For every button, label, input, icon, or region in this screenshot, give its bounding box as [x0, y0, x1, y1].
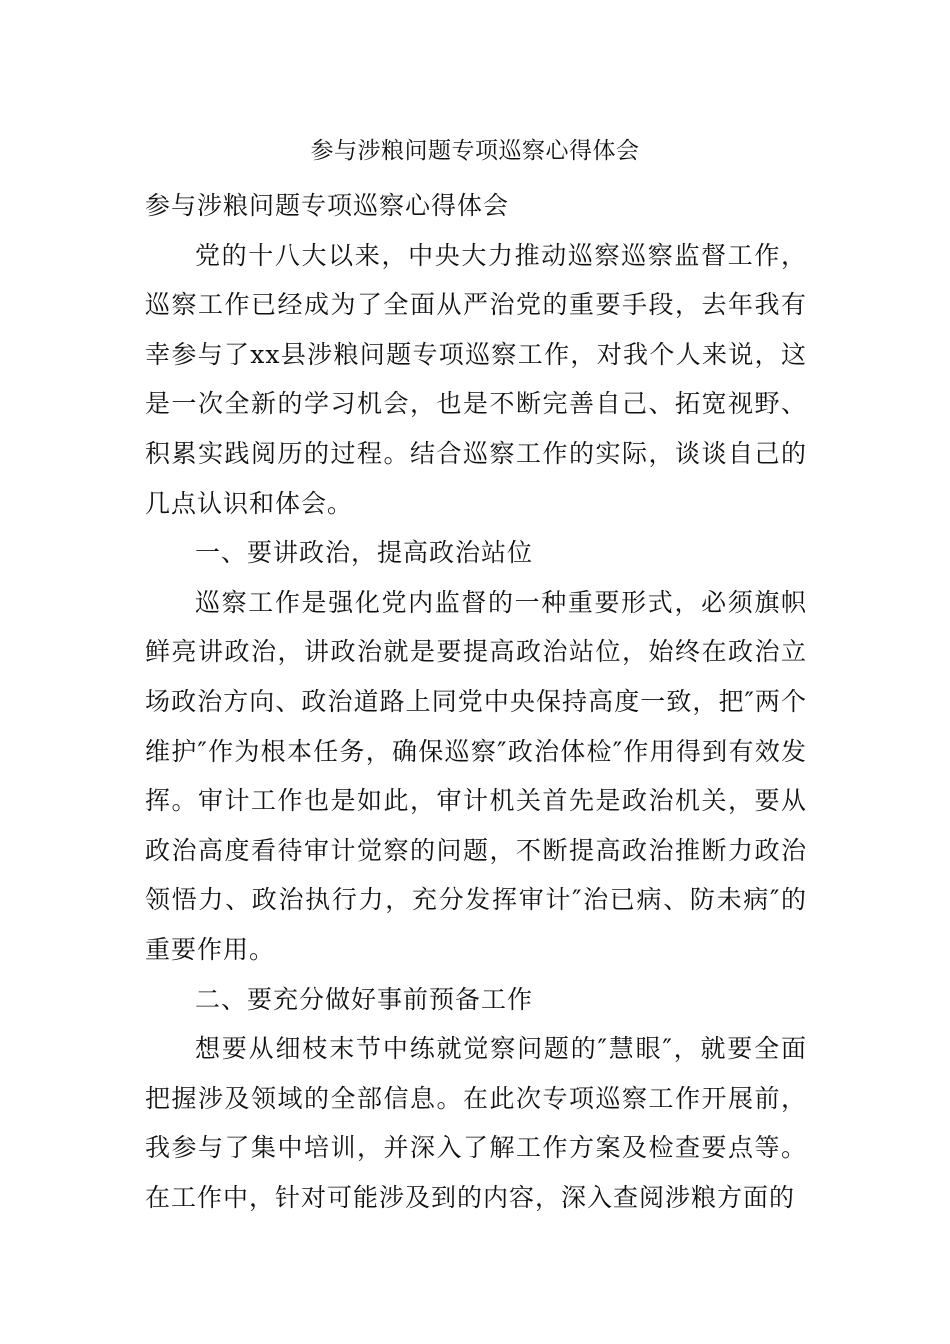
paragraph-section-1: 巡察工作是强化党内监督的一种重要形式，必须旗帜鲜亮讲政治，讲政治就是要提高政治站位，始终在政治立场政治方向、政治道路上同党中央保持高度一致，把″两个维护″作为根本任务，确保巡察″政治体检″作用得到有效发挥。审计工作也是如此，审计机关首先是政治机关，要从政治高度看待审计觉察的问题，不断提高政治推断力政治领悟力、政治执行力，充分发挥审计″治已病、防未病″的重要作用。: [145, 587, 807, 964]
paragraph-section-2: 想要从细枝末节中练就觉察问题的″慧眼″，就要全面把握涉及领域的全部信息。在此次专项巡察工作开展前，我参与了集中培训，并深入了解工作方案及检查要点等。在工作中，针对可能涉及到的内容，深入查阅涉粮方面的: [145, 1034, 807, 1212]
document-subtitle: 参与涉粮问题专项巡察心得体会: [145, 191, 510, 220]
document-title: 参与涉粮问题专项巡察心得体会: [310, 138, 640, 164]
section-heading-2: 二、要充分做好事前预备工作: [195, 984, 534, 1014]
section-heading-1: 一、要讲政治，提高政治站位: [195, 538, 534, 568]
document-body: [145, 181, 807, 1222]
paragraph-intro: 党的十八大以来，中央大力推动巡察巡察监督工作，巡察工作已经成为了全面从严治党的重要手段，去年我有幸参与了xx县涉粮问题专项巡察工作，对我个人来说，这是一次全新的学习机会，也是不断完善自己、拓宽视野、积累实践阅历的过程。结合巡察工作的实际，谈谈自己的几点认识和体会。: [145, 240, 807, 518]
